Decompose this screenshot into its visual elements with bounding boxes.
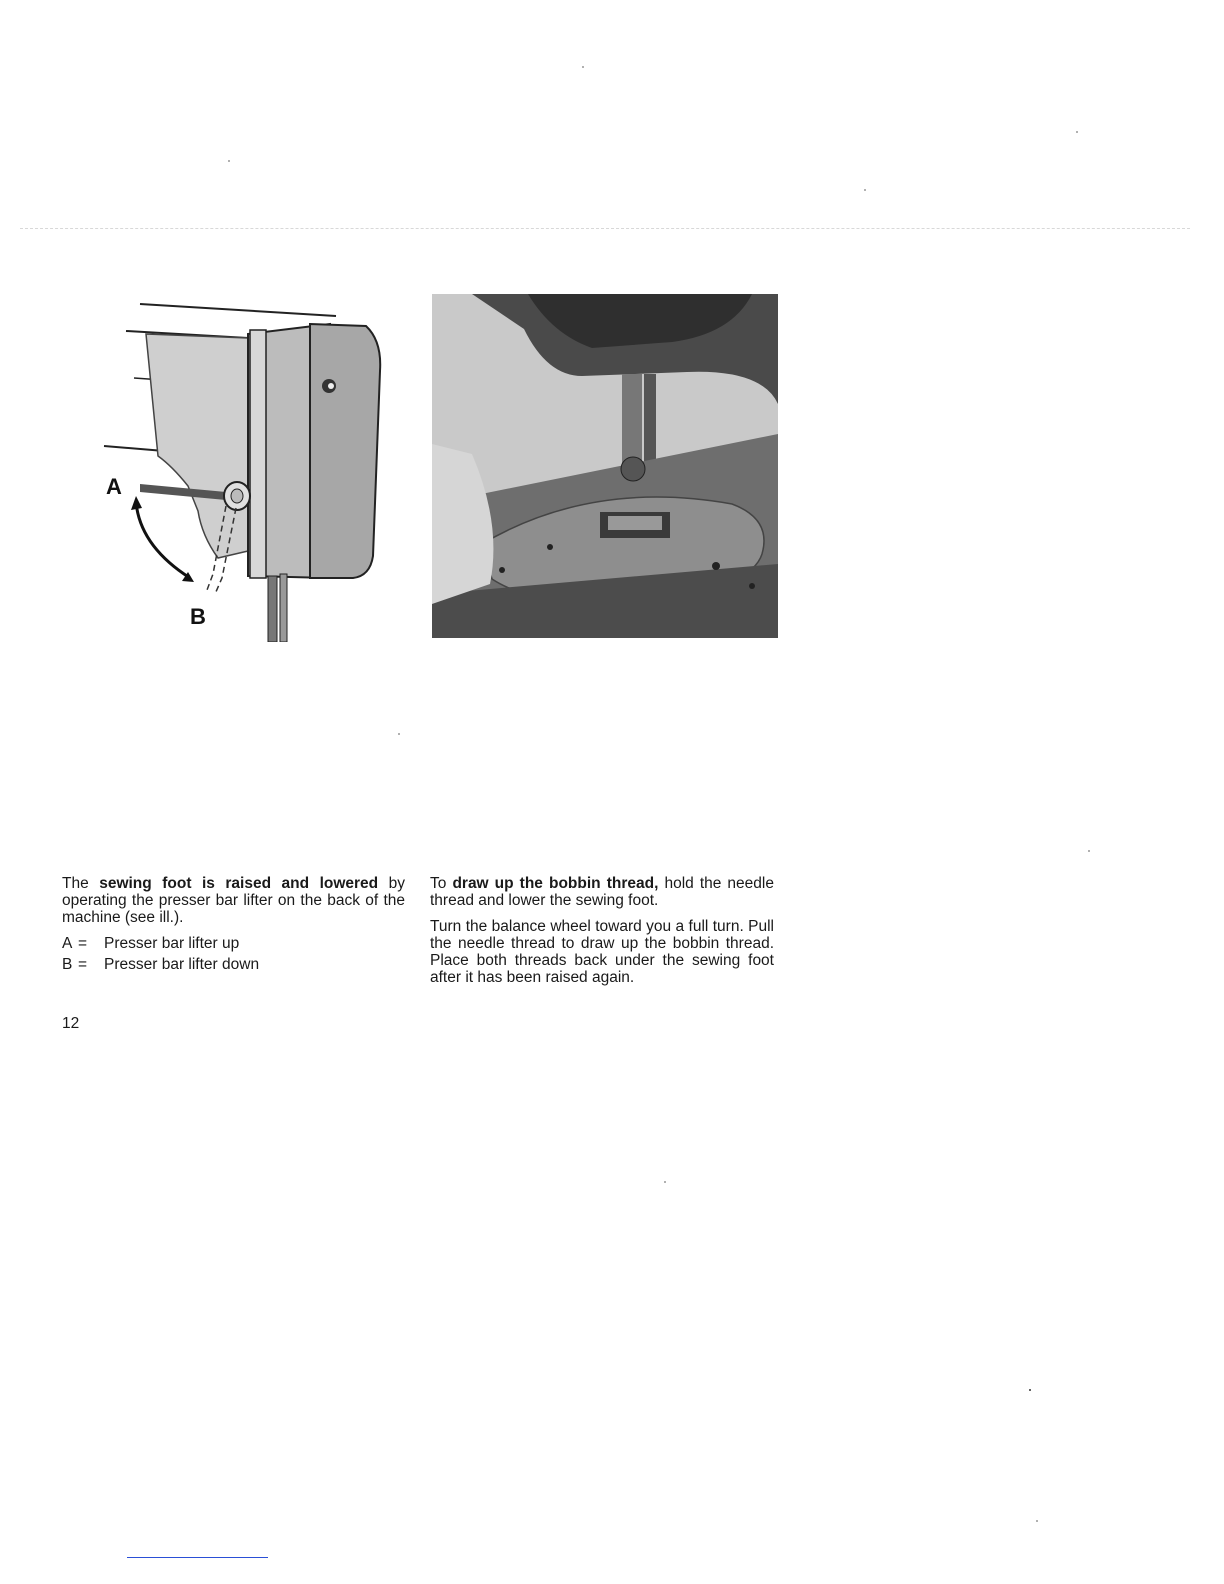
legend-text: Presser bar lifter down (104, 956, 260, 973)
scan-border-line (20, 228, 1190, 229)
bobbin-thread-photo (432, 294, 778, 638)
intro-text-continued: by operating the presser bar lifter on the back of the machine (see ill.). (62, 875, 405, 926)
intro-emphasis: sewing foot is raised and lowered (99, 875, 379, 892)
legend-item (62, 935, 405, 952)
scan-speck (1076, 131, 1078, 133)
legend-key: A (62, 935, 73, 952)
bobbin-thread-paragraph (430, 875, 774, 909)
legend-key: B (62, 956, 73, 973)
page-number: 12 (62, 1015, 80, 1032)
balance-wheel-paragraph: Turn the balance wheel toward you a full turn. Pull the needle thread to draw up the bobbin thread. Place both threads back under the sewing foot after it has been raised again. (430, 918, 774, 986)
legend-separator: = (78, 956, 88, 973)
scan-speck (1036, 1520, 1038, 1522)
p1-text: To (430, 875, 453, 892)
legend-separator: = (78, 935, 88, 952)
sewing-foot-paragraph (62, 875, 405, 926)
scan-speck (398, 733, 400, 735)
legend-item (62, 956, 405, 973)
label-a: A (106, 474, 122, 499)
scan-speck (864, 189, 866, 191)
intro-text: The (62, 875, 100, 892)
label-b: B (190, 604, 206, 629)
presser-bar-lifter-illustration (98, 296, 394, 642)
bottom-blue-rule (127, 1557, 268, 1558)
legend-text: Presser bar lifter up (104, 935, 240, 952)
scan-speck (228, 160, 230, 162)
scan-speck (1088, 850, 1090, 852)
left-text-column (62, 875, 405, 977)
scan-speck (582, 66, 584, 68)
right-text-column (430, 875, 774, 995)
scan-speck (1029, 1389, 1031, 1391)
p1-emphasis: draw up the bobbin thread, (452, 875, 659, 892)
scan-speck (664, 1181, 666, 1183)
p1-text-continued: hold the needle thread and lower the sewing foot. (430, 875, 774, 909)
